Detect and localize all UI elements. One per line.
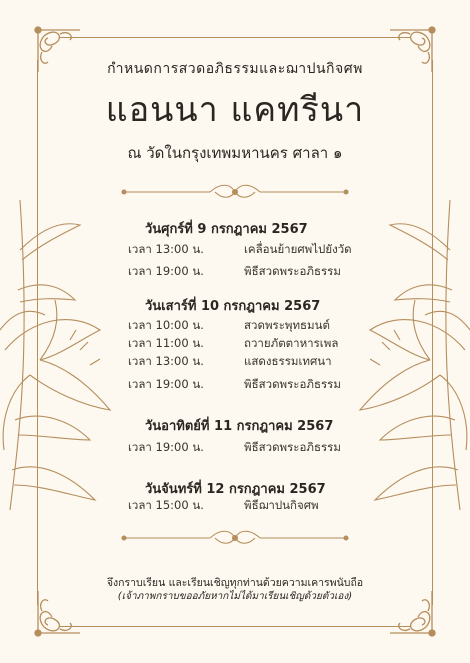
frame-top-line — [60, 37, 410, 38]
ceremony-subtitle: กำหนดการสวดอภิธรรมและฌาปนกิจศพ — [107, 61, 363, 77]
schedule-event: สวดพระพุทธมนต์ — [244, 318, 330, 332]
schedule-day-heading: วันศุกร์ที่ 9 กรกฎาคม 2567 — [145, 222, 308, 237]
deceased-name: แอนนา แคทรีนา — [105, 90, 365, 130]
schedule-time: เวลา 19:00 น. — [128, 264, 204, 278]
ornamental-divider-icon — [120, 181, 350, 203]
lily-flower-icon — [0, 190, 120, 520]
frame-bottom-line — [60, 626, 410, 627]
schedule-event: พิธีฌาปนกิจศพ — [244, 498, 319, 512]
schedule-time: เวลา 10:00 น. — [128, 318, 204, 332]
schedule-time: เวลา 15:00 น. — [128, 498, 204, 512]
lily-flower-icon — [350, 190, 470, 520]
schedule-time: เวลา 11:00 น. — [128, 336, 204, 350]
schedule-time: เวลา 19:00 น. — [128, 377, 204, 391]
venue-text: ณ วัดในกรุงเทพมหานคร ศาลา ๑ — [127, 144, 343, 162]
schedule-event: พิธีสวดพระอภิธรรม — [244, 377, 341, 391]
schedule-event: ถวายภัตตาหารเพล — [244, 336, 339, 350]
schedule-event: เคลื่อนย้ายศพไปยังวัด — [244, 242, 352, 256]
apology-note: (เจ้าภาพกราบขออภัยหากไม่ได้มาเรียนเชิญด้วยตัวเอง) — [117, 591, 353, 602]
schedule-time: เวลา 13:00 น. — [128, 354, 204, 368]
schedule-event: แสดงธรรมเทศนา — [244, 354, 332, 368]
schedule-time: เวลา 13:00 น. — [128, 242, 204, 256]
ornamental-divider-icon — [120, 527, 350, 549]
schedule-time: เวลา 19:00 น. — [128, 440, 204, 454]
schedule-event: พิธีสวดพระอภิธรรม — [244, 264, 341, 278]
schedule-event: พิธีสวดพระอภิธรรม — [244, 440, 341, 454]
schedule-day-heading: วันจันทร์ที่ 12 กรกฎาคม 2567 — [145, 482, 326, 497]
invitation-note: จึงกราบเรียน และเรียนเชิญทุกท่านด้วยความเคารพนับถือ — [106, 577, 364, 589]
schedule-day-heading: วันเสาร์ที่ 10 กรกฎาคม 2567 — [145, 299, 321, 314]
schedule-day-heading: วันอาทิตย์ที่ 11 กรกฎาคม 2567 — [145, 419, 334, 434]
